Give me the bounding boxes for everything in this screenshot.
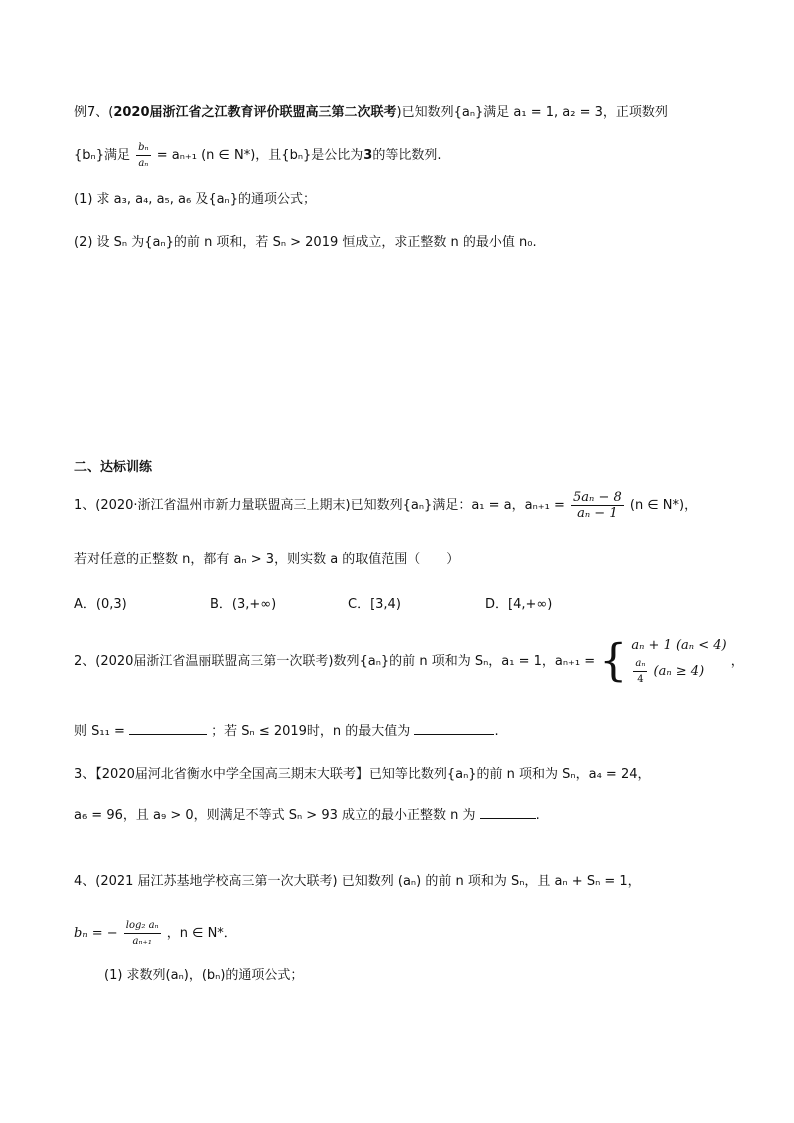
piecewise-brace: {: [599, 635, 628, 687]
bn-definition-fraction: [124, 918, 161, 949]
example-7-question-1: (1) 求 a₃, a₄, a₅, a₆ 及{aₙ}的通项公式；: [74, 192, 317, 207]
answer-blank[interactable]: [480, 806, 536, 819]
problem-1-line-1: [74, 490, 697, 521]
bn-definition-domain: ，n ∈ N*．: [166, 926, 237, 941]
example-7-line-1: [74, 103, 668, 123]
problem-3-condition: a₆ = 96，且 a₉ > 0，则满足不等式 Sₙ > 93 成立的最小正整数 n 为: [74, 808, 476, 823]
piecewise-cases: [631, 636, 726, 687]
bn-over-an-fraction: [136, 140, 150, 171]
problem-1-option-a: A．(0,3): [74, 597, 127, 612]
problem-1-recurrence-fraction: [571, 490, 624, 521]
fraction-numerator: log₂ aₙ: [124, 918, 161, 934]
problem-3-line-2: [74, 806, 540, 826]
problem-3-line-1: 3、【2020届河北省衡水中学全国高三期末大联考】已知等比数列{aₙ}的前 n 项和为 Sₙ，a₄ = 24，: [74, 767, 651, 782]
example-7-prefix: 例7、(: [74, 105, 114, 120]
problem-1-domain: (n ∈ N*)，: [629, 498, 698, 513]
example-7-question-2: (2) 设 Sₙ 为{aₙ}的前 n 项和，若 Sₙ > 2019 恒成立，求正整数 n 的最小值 n₀.: [74, 235, 537, 250]
example-7-line-2: [74, 140, 441, 171]
case-2-condition: (aₙ ≥ 4): [653, 664, 705, 679]
problem-2-max-n: ；若 Sₙ ≤ 2019时，n 的最大值为: [211, 724, 411, 739]
problem-1-option-d: D．[4,+∞): [485, 597, 553, 612]
bn-definition-lhs: bₙ = −: [74, 926, 118, 941]
fraction-denominator: aₙ₊₁: [132, 936, 152, 947]
fraction-numerator: 5aₙ − 8: [573, 490, 622, 505]
problem-2-period: .: [494, 724, 499, 739]
fraction-denominator: aₙ − 1: [577, 506, 618, 521]
problem-2-statement: 2、(2020届浙江省温丽联盟高三第一次联考)数列{aₙ}的前 n 项和为 Sₙ，a₁ = 1，aₙ₊₁ =: [74, 654, 596, 669]
fraction-denominator: 4: [637, 674, 644, 685]
example-7-suffix: 的等比数列.: [372, 148, 442, 163]
example-7-source: 2020届浙江省之江教育评价联盟高三第二次联考: [113, 105, 397, 120]
problem-2-line-1: [74, 636, 744, 687]
case-2-fraction: [633, 656, 647, 687]
problem-2-s11: 则 S₁₁ =: [74, 724, 125, 739]
problem-4-line-1: 4、(2021 届江苏基地学校高三第一次大联考) 已知数列 (aₙ) 的前 n 项和为 Sₙ，且 aₙ + Sₙ = 1，: [74, 874, 641, 889]
problem-3-period: .: [535, 808, 540, 823]
problem-1-option-c: C．[3,4): [348, 597, 401, 612]
fraction-numerator: bₙ: [136, 140, 150, 156]
problem-1-line-2: 若对任意的正整数 n，都有 aₙ > 3，则实数 a 的取值范围（ ）: [74, 552, 460, 567]
answer-blank[interactable]: [129, 722, 207, 735]
problem-4-question-1: (1) 求数列(aₙ)，(bₙ)的通项公式；: [104, 968, 304, 983]
section-title: 二、达标训练: [74, 460, 153, 475]
problem-1-statement: 1、(2020·浙江省温州市新力量联盟高三上期末)已知数列{aₙ}满足：a₁ = a，aₙ₊₁ =: [74, 498, 565, 513]
example-7-ratio: 3: [363, 148, 373, 163]
problem-2-end: ，: [730, 654, 744, 669]
problem-4-line-2: [74, 918, 237, 949]
answer-blank[interactable]: [414, 722, 494, 735]
example-7-condition: )已知数列{aₙ}满足 a₁ = 1, a₂ = 3，正项数列: [396, 105, 668, 120]
example-7-bn-label: {bₙ}满足: [74, 148, 130, 163]
example-7-relation: = aₙ₊₁ (n ∈ N*)，且{bₙ}是公比为: [156, 148, 364, 163]
fraction-denominator: aₙ: [138, 158, 149, 169]
piecewise-case-2: [631, 656, 726, 687]
problem-1-option-b: B．(3,+∞): [210, 597, 277, 612]
problem-2-line-2: [74, 722, 499, 742]
piecewise-case-1: aₙ + 1 (aₙ < 4): [631, 638, 727, 653]
fraction-numerator: aₙ: [633, 656, 647, 672]
